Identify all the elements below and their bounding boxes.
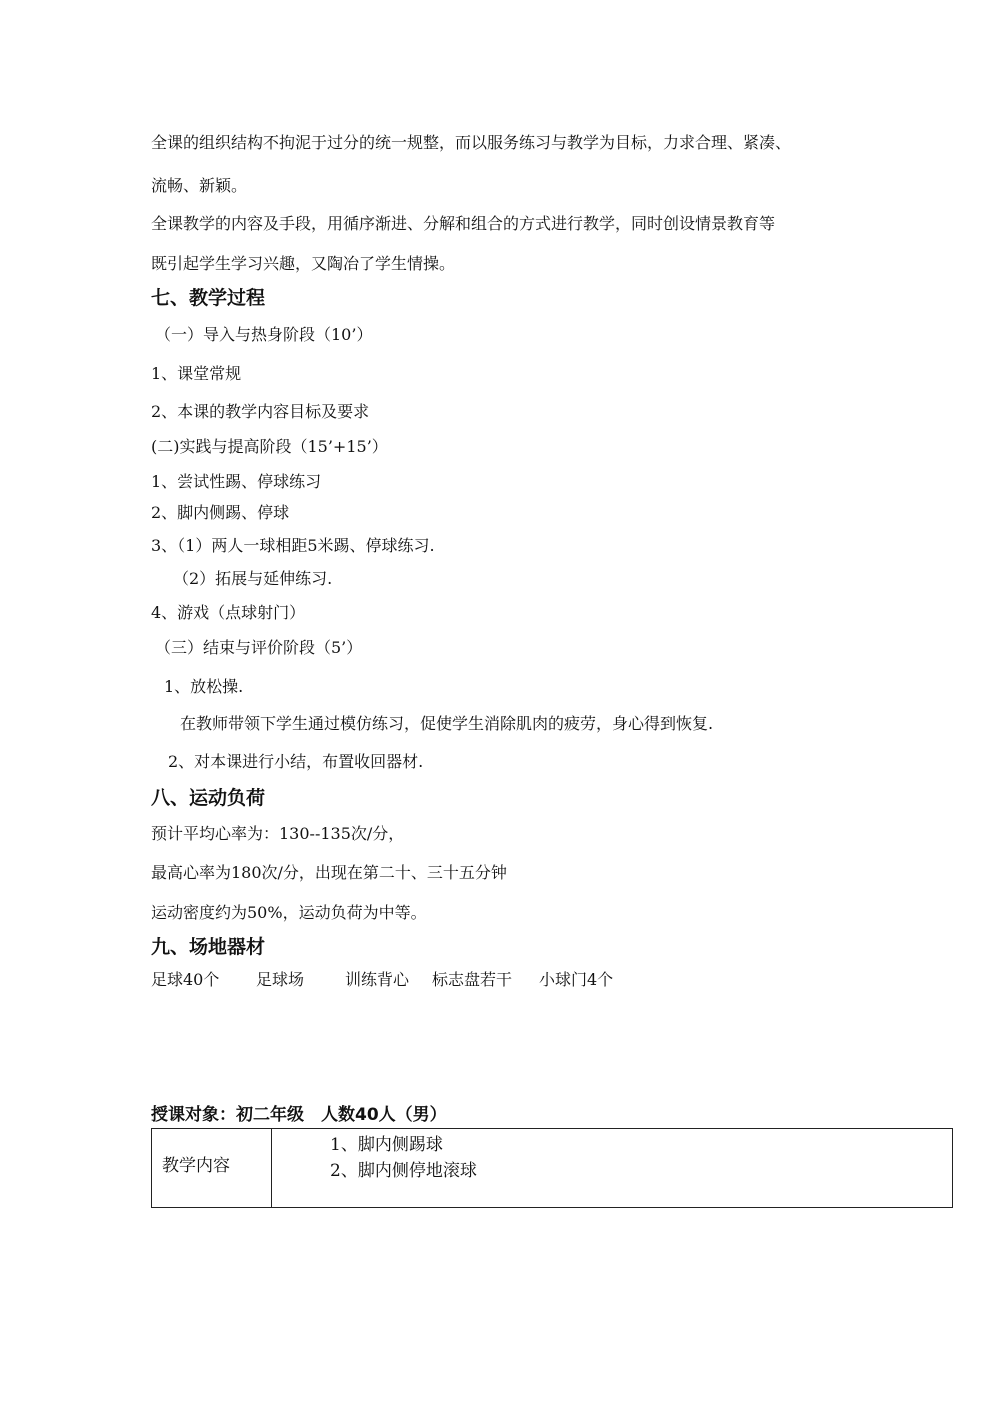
- content-item: 1、脚内侧踢球: [330, 1135, 443, 1155]
- paragraph-2: 全课教学的内容及手段，用循序渐进、分解和组合的方式进行教学，同时创设情景教育等: [151, 214, 776, 233]
- process-line: （三）结束与评价阶段（5’）: [155, 638, 363, 657]
- target-class-heading: 授课对象：初二年级 人数40人（男）: [151, 1105, 447, 1125]
- paragraph-1: 全课的组织结构不拘泥于过分的统一规整，而以服务练习与教学为目标，力求合理、紧凑、: [151, 133, 792, 152]
- teaching-content-label: 教学内容: [162, 1156, 230, 1176]
- paragraph-2-cont: 既引起学生学习兴趣，又陶冶了学生情操。: [151, 254, 456, 273]
- table-value-cell: [272, 1129, 953, 1208]
- table-label-cell: [152, 1129, 272, 1208]
- load-line: 预计平均心率为：130--135次/分，: [151, 824, 405, 843]
- process-line: 1、尝试性踢、停球练习: [151, 472, 322, 491]
- process-line: 4、游戏（点球射门）: [151, 603, 306, 622]
- section-heading-exercise-load: 八、运动负荷: [151, 787, 266, 809]
- teaching-content-table: [151, 1128, 953, 1208]
- load-line: 最高心率为180次/分，出现在第二十、三十五分钟: [151, 863, 507, 882]
- process-line: （2）拓展与延伸练习.: [173, 569, 333, 588]
- process-line: 1、放松操.: [164, 677, 244, 696]
- equipment-item: 足球40个: [151, 970, 220, 989]
- paragraph-1-cont: 流畅、新颖。: [151, 176, 248, 195]
- process-line: (二)实践与提高阶段（15’+15’）: [151, 437, 388, 456]
- equipment-item: 训练背心: [345, 970, 410, 989]
- section-heading-venue-equipment: 九、场地器材: [151, 936, 266, 958]
- section-heading-teaching-process: 七、教学过程: [151, 287, 266, 309]
- load-line: 运动密度约为50%，运动负荷为中等。: [151, 903, 427, 922]
- process-line: 在教师带领下学生通过模仿练习，促使学生消除肌肉的疲劳，身心得到恢复.: [180, 714, 714, 733]
- equipment-item: 标志盘若干: [432, 970, 513, 989]
- process-line: （一）导入与热身阶段（10’）: [155, 325, 373, 344]
- process-line: 2、脚内侧踢、停球: [151, 503, 290, 522]
- equipment-item: 足球场: [256, 970, 305, 989]
- process-line: 2、对本课进行小结，布置收回器材.: [168, 752, 424, 771]
- process-line: 3、（1）两人一球相距5米踢、停球练习.: [151, 536, 435, 555]
- equipment-item: 小球门4个: [539, 970, 614, 989]
- content-item: 2、脚内侧停地滚球: [330, 1161, 477, 1181]
- process-line: 1、课堂常规: [151, 364, 242, 383]
- process-line: 2、本课的教学内容目标及要求: [151, 402, 370, 421]
